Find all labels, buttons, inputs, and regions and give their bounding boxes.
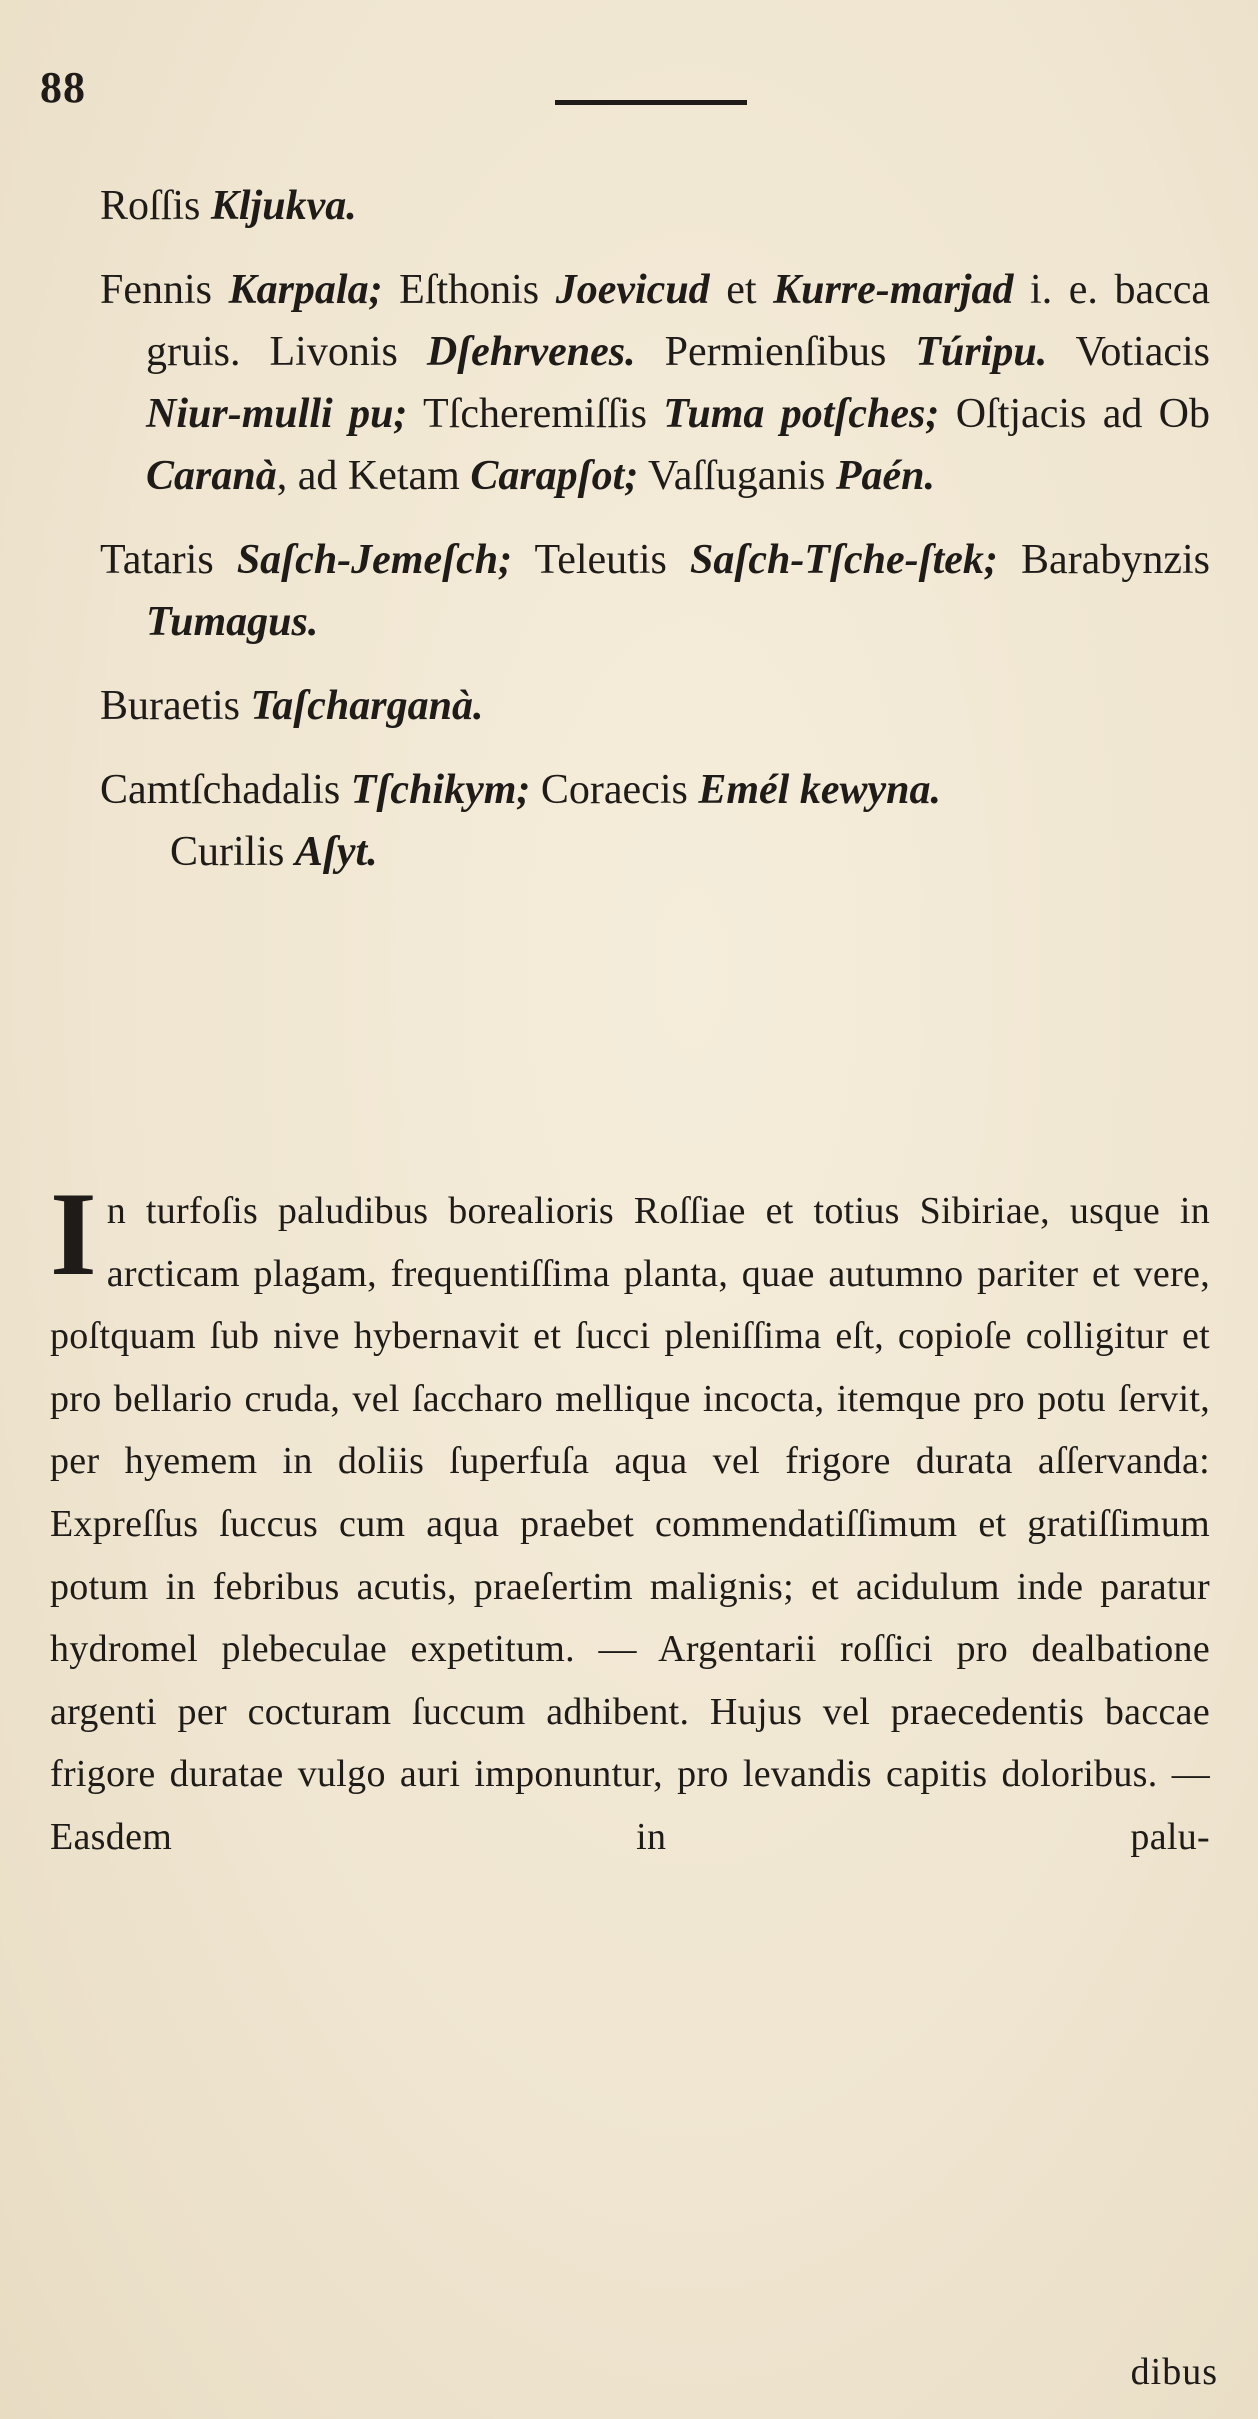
- entry-curilis: Curilis Aſyt.: [170, 829, 378, 875]
- entry-fennis: Fennis Karpala; Eſthonis Joevicud et Kurre-marjad i. e. bacca gruis. Livonis Dſehrvenes. Permienſibus Túripu. Votiacis Niur-mulli pu; Tſcheremiſſis Tuma potſches; Oſtjacis ad Ob Caranà, ad Ketam Carapſot; Vaſſuganis Paén.: [100, 267, 1211, 499]
- catchword: dibus: [1130, 2351, 1218, 2393]
- entry-tataris: Tataris Saſch-Jemeſch; Teleutis Saſch-Tſche-ſtek; Barabynzis Tumagus.: [100, 537, 1210, 645]
- name-rossis: Kljukva.: [210, 183, 357, 229]
- vernacular-names: [100, 175, 1210, 905]
- entry-rossis: Roſſis Kljukva.: [100, 183, 357, 229]
- entry-buraetis: Buraetis Taſcharganà.: [100, 683, 484, 729]
- body-text: n turfoſis paludibus borealioris Roſſiae et totius Sibiriae, usque in arcticam plagam, frequentiſſima planta, quae autumno pariter et vere, poſtquam ſub nive hybernavit et ſucci pleniſſima eſt, copioſe colligitur et pro bellario cruda, vel ſaccharo mellique incocta, itemque pro potu ſervit, per hyemem in doliis ſuperfuſa aqua vel frigore durata aſſervanda: Expreſſus ſuccus cum aqua praebet commendatiſſimum et gratiſſimum potum in febribus acutis, praeſertim malignis; et acidulum inde paratur hydromel plebeculae expetitum. — Argentarii roſſici pro dealbatione argenti per cocturam ſuccum adhibent. Hujus vel praecedentis baccae frigore duratae vulgo auri imponuntur, pro levandis capitis doloribus. — Easdem in palu-: [50, 1190, 1210, 1858]
- body-paragraph: [50, 1167, 1210, 1869]
- header-rule: [555, 100, 747, 105]
- page-header: [40, 62, 1220, 122]
- entry-camtschadalis: Camtſchadalis Tſchikym; Coraecis Emél kewyna.: [100, 767, 941, 813]
- drop-cap: I: [50, 1167, 97, 1300]
- page-number: 88: [40, 63, 86, 112]
